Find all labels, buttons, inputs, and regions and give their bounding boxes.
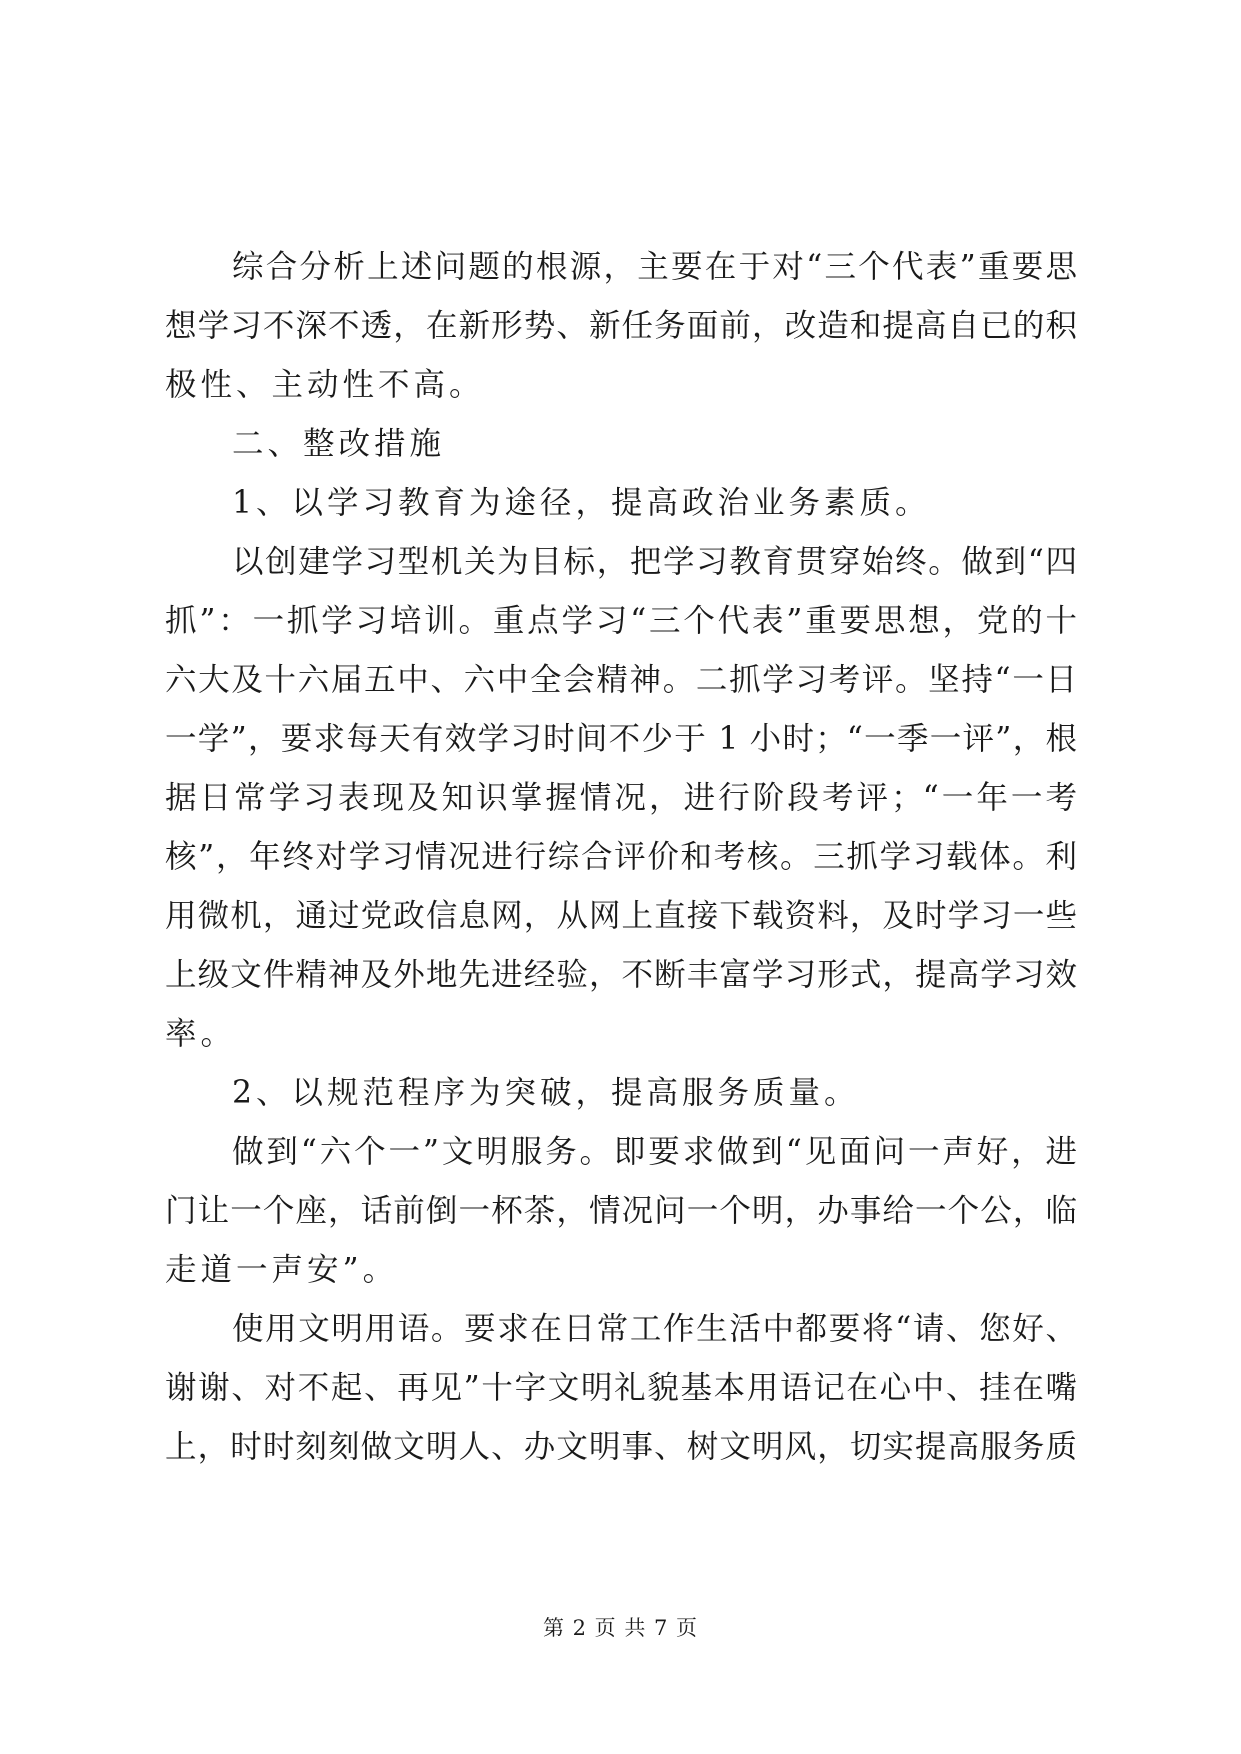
paragraph-line: 走道一声安”。 (165, 1252, 399, 1288)
paragraph-line: 以创建学习型机关为目标，把学习教育贯穿始终。做到“四 (232, 544, 1077, 580)
paragraph-line: 想学习不深不透，在新形势、新任务面前，改造和提高自已的积 (165, 308, 1077, 344)
paragraph-line: 上级文件精神及外地先进经验，不断丰富学习形式，提高学习效 (165, 957, 1077, 993)
subsection-heading: 1、以学习教育为途径，提高政治业务素质。 (232, 485, 931, 521)
paragraph-line: 综合分析上述问题的根源，主要在于对“三个代表”重要思 (232, 249, 1077, 285)
paragraph-line: 用微机，通过党政信息网，从网上直接下载资料，及时学习一些 (165, 898, 1077, 934)
paragraph-line: 核”，年终对学习情况进行综合评价和考核。三抓学习载体。利 (165, 839, 1077, 875)
paragraph-line: 六大及十六届五中、六中全会精神。二抓学习考评。坚持“一日 (165, 662, 1077, 698)
section-heading: 二、整改措施 (232, 426, 446, 462)
paragraph-line: 率。 (165, 1016, 237, 1052)
paragraph-line: 使用文明用语。要求在日常工作生活中都要将“请、您好、 (232, 1311, 1077, 1347)
paragraph-line: 上，时时刻刻做文明人、办文明事、树文明风，切实提高服务质 (165, 1429, 1077, 1465)
paragraph-line: 极性、主动性不高。 (165, 367, 485, 403)
paragraph-line: 门让一个座，话前倒一杯茶，情况问一个明，办事给一个公，临 (165, 1193, 1077, 1229)
paragraph-line: 据日常学习表现及知识掌握情况，进行阶段考评；“一年一考 (165, 780, 1077, 816)
subsection-heading: 2、以规范程序为突破，提高服务质量。 (232, 1075, 860, 1111)
paragraph-line: 谢谢、对不起、再见”十字文明礼貌基本用语记在心中、挂在嘴 (165, 1370, 1077, 1406)
page-number-footer: 第 2 页 共 7 页 (542, 1616, 699, 1640)
paragraph-line: 做到“六个一”文明服务。即要求做到“见面问一声好，进 (232, 1134, 1077, 1170)
paragraph-line: 一学”，要求每天有效学习时间不少于 1 小时；“一季一评”，根 (165, 721, 1077, 757)
paragraph-line: 抓”：一抓学习培训。重点学习“三个代表”重要思想，党的十 (165, 603, 1077, 639)
document-body (165, 238, 1077, 1477)
